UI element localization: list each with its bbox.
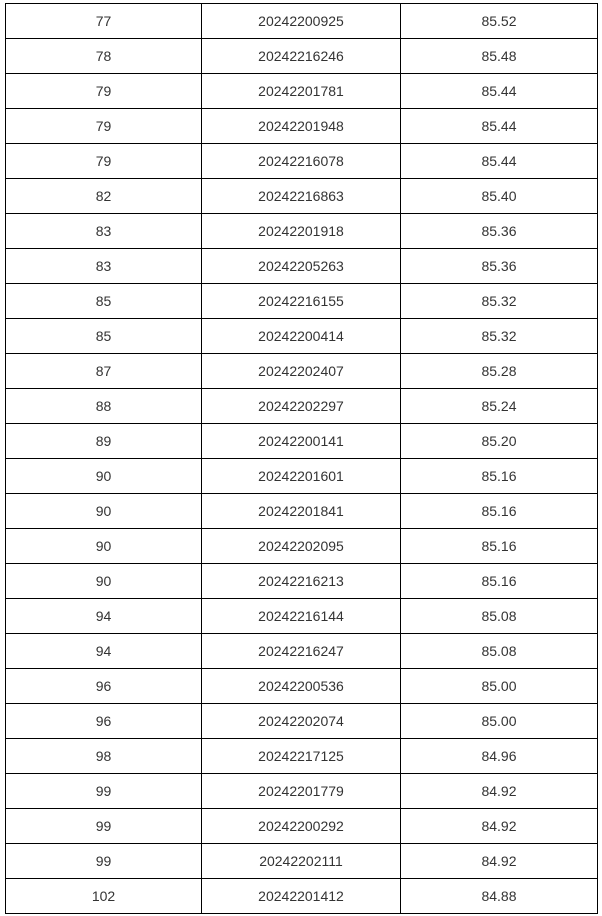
results-table [5,3,598,914]
id-cell: 20242216213 [202,564,401,599]
id-cell: 20242200141 [202,424,401,459]
score-cell: 85.08 [401,599,598,634]
score-cell: 85.20 [401,424,598,459]
rank-cell: 96 [6,669,202,704]
table-row [6,879,598,914]
score-cell: 85.24 [401,389,598,424]
score-cell: 84.96 [401,739,598,774]
id-cell: 20242200536 [202,669,401,704]
id-cell: 20242216155 [202,284,401,319]
id-cell: 20242200292 [202,809,401,844]
score-cell: 85.16 [401,459,598,494]
rank-cell: 85 [6,319,202,354]
score-cell: 85.40 [401,179,598,214]
id-cell: 20242201781 [202,74,401,109]
table-row [6,284,598,319]
rank-cell: 102 [6,879,202,914]
table-row [6,634,598,669]
id-cell: 20242201601 [202,459,401,494]
rank-cell: 87 [6,354,202,389]
id-cell: 20242201779 [202,774,401,809]
rank-cell: 78 [6,39,202,74]
score-cell: 85.28 [401,354,598,389]
rank-cell: 77 [6,4,202,39]
id-cell: 20242217125 [202,739,401,774]
table-row [6,354,598,389]
table-row [6,214,598,249]
rank-cell: 85 [6,284,202,319]
id-cell: 20242200414 [202,319,401,354]
score-cell: 85.00 [401,704,598,739]
score-cell: 85.44 [401,74,598,109]
id-cell: 20242205263 [202,249,401,284]
rank-cell: 90 [6,564,202,599]
rank-cell: 99 [6,774,202,809]
id-cell: 20242201412 [202,879,401,914]
rank-cell: 79 [6,109,202,144]
table-row [6,564,598,599]
rank-cell: 82 [6,179,202,214]
rank-cell: 96 [6,704,202,739]
id-cell: 20242216246 [202,39,401,74]
score-cell: 84.92 [401,809,598,844]
score-cell: 84.88 [401,879,598,914]
rank-cell: 90 [6,529,202,564]
id-cell: 20242202297 [202,389,401,424]
rank-cell: 79 [6,144,202,179]
id-cell: 20242202111 [202,844,401,879]
rank-cell: 83 [6,214,202,249]
table-row [6,389,598,424]
rank-cell: 99 [6,809,202,844]
rank-cell: 83 [6,249,202,284]
score-cell: 85.16 [401,564,598,599]
rank-cell: 99 [6,844,202,879]
table-row [6,704,598,739]
score-cell: 85.32 [401,284,598,319]
id-cell: 20242216144 [202,599,401,634]
score-cell: 85.48 [401,39,598,74]
rank-cell: 94 [6,599,202,634]
score-cell: 84.92 [401,844,598,879]
id-cell: 20242202407 [202,354,401,389]
rank-cell: 90 [6,459,202,494]
score-cell: 85.08 [401,634,598,669]
id-cell: 20242201918 [202,214,401,249]
id-cell: 20242202095 [202,529,401,564]
id-cell: 20242216863 [202,179,401,214]
table-row [6,774,598,809]
rank-cell: 98 [6,739,202,774]
table-row [6,109,598,144]
table-row [6,529,598,564]
table-row [6,179,598,214]
table-row [6,74,598,109]
rank-cell: 79 [6,74,202,109]
rank-cell: 89 [6,424,202,459]
rank-cell: 88 [6,389,202,424]
score-cell: 85.44 [401,109,598,144]
table-row [6,599,598,634]
results-table-body [6,4,598,914]
table-row [6,739,598,774]
table-row [6,249,598,284]
id-cell: 20242202074 [202,704,401,739]
id-cell: 20242200925 [202,4,401,39]
table-row [6,424,598,459]
score-cell: 85.36 [401,214,598,249]
table-row [6,844,598,879]
id-cell: 20242201948 [202,109,401,144]
table-row [6,319,598,354]
rank-cell: 90 [6,494,202,529]
score-cell: 85.00 [401,669,598,704]
id-cell: 20242201841 [202,494,401,529]
table-row [6,4,598,39]
table-row [6,39,598,74]
id-cell: 20242216247 [202,634,401,669]
table-row [6,459,598,494]
score-cell: 84.92 [401,774,598,809]
score-cell: 85.16 [401,529,598,564]
id-cell: 20242216078 [202,144,401,179]
table-row [6,144,598,179]
rank-cell: 94 [6,634,202,669]
score-cell: 85.16 [401,494,598,529]
table-row [6,669,598,704]
score-cell: 85.32 [401,319,598,354]
table-row [6,809,598,844]
score-cell: 85.44 [401,144,598,179]
score-cell: 85.36 [401,249,598,284]
table-row [6,494,598,529]
score-cell: 85.52 [401,4,598,39]
